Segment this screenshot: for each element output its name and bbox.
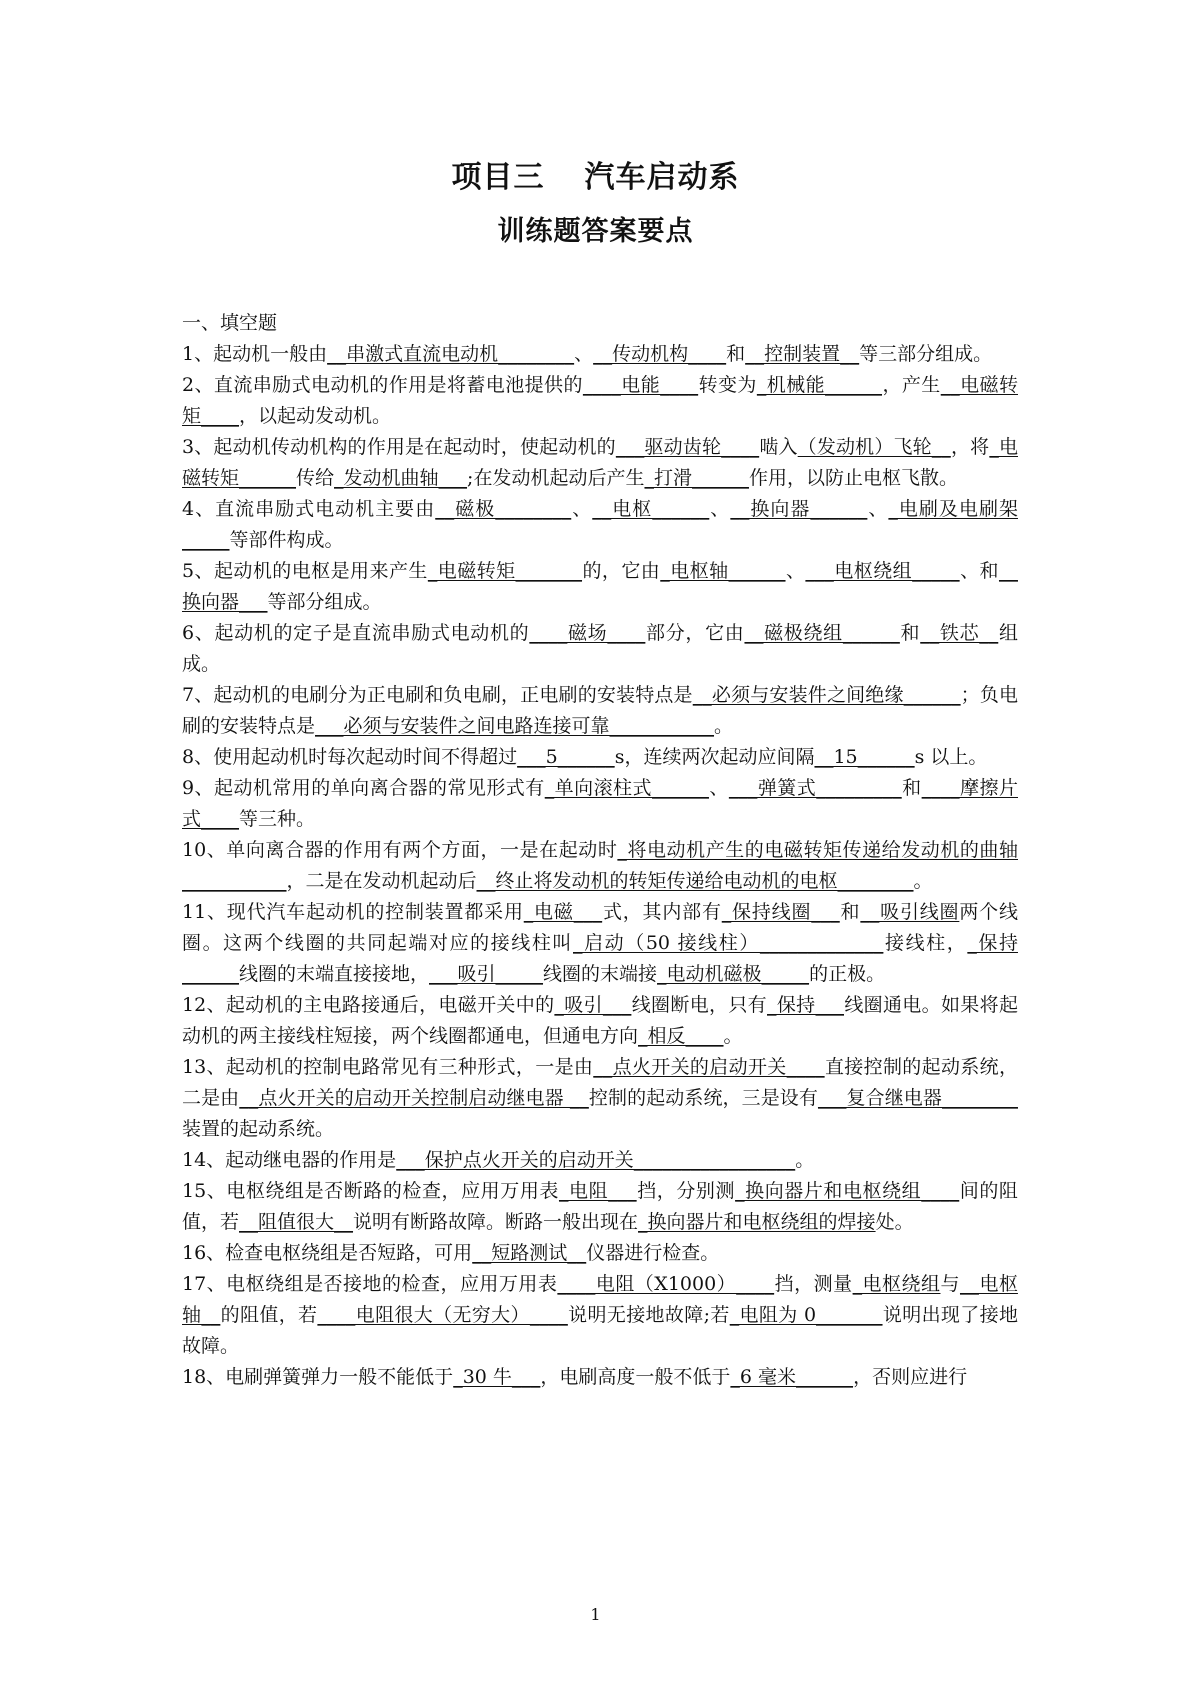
question-text: ;在发动机起动后产生	[467, 467, 645, 489]
question-text: 装置的起动系统。	[182, 1118, 335, 1140]
question-text: 仪器进行检查。	[586, 1242, 720, 1264]
question-text: 、	[574, 343, 594, 365]
question-text: 。	[723, 1025, 743, 1047]
question-text: 、	[708, 777, 729, 799]
question-text: 转变为	[698, 374, 757, 396]
question-text: 传给	[296, 467, 335, 489]
question-text: 直接控制的起动系统，二是由	[182, 1056, 1018, 1109]
question-text: 、	[571, 498, 593, 520]
answer-blank: _吸引___	[554, 994, 632, 1016]
document-subtitle: 训练题答案要点	[497, 216, 694, 247]
question-item	[182, 370, 1018, 432]
question-text: 和	[726, 343, 746, 365]
question-text: 式，其内部有	[602, 901, 722, 923]
question-text: 挡，分别测	[636, 1180, 736, 1202]
answer-blank: _保持___	[767, 994, 844, 1016]
answer-blank: __短路测试__	[472, 1242, 587, 1264]
question-item	[182, 897, 1018, 990]
answer-blank: _机械能______	[756, 374, 883, 396]
question-text: ，产生	[882, 374, 941, 396]
question-item	[182, 1238, 1018, 1269]
question-item	[182, 990, 1018, 1052]
question-text: 说明无接地故障;若	[567, 1304, 730, 1326]
question-text: 控制的起动系统，三是设有	[588, 1087, 818, 1109]
answer-blank: ___驱动齿轮____	[615, 436, 760, 458]
question-text: 18、电刷弹簧弹力一般不能低于	[182, 1366, 454, 1388]
question-text: 部分，它由	[645, 622, 745, 644]
answer-blank: ____电阻很大（无穷大）____	[317, 1304, 568, 1326]
answer-blank: ____磁场____	[529, 622, 646, 644]
question-text: 5、起动机的电枢是用来产生	[182, 560, 428, 582]
answer-blank: _电枢轴______	[660, 560, 786, 582]
question-text: ，以起动发动机。	[239, 405, 392, 427]
document-title	[0, 152, 1191, 196]
question-text: 和	[839, 901, 861, 923]
answer-blank: __磁极________	[435, 498, 572, 520]
question-text: 间的阻值，若	[182, 1180, 1018, 1233]
question-text: 等三部分组成。	[859, 343, 993, 365]
answer-blank: _相反____	[638, 1025, 724, 1047]
answer-blank: ____电能____	[582, 374, 699, 396]
question-item	[182, 1052, 1018, 1145]
question-text: 等部分组成。	[267, 591, 382, 613]
answer-blank: _打滑______	[644, 467, 749, 489]
answer-blank: _电磁转矩_______	[427, 560, 583, 582]
question-text: 1、起动机一般由	[182, 343, 328, 365]
question-text: 。	[714, 715, 734, 737]
answer-blank: __必须与安装件之间绝缘______	[692, 684, 961, 706]
page-number: 1	[590, 1605, 601, 1624]
question-text: 4、直流串励式电动机主要由	[182, 498, 436, 520]
answer-blank: ___复合继电器________	[817, 1087, 1018, 1109]
answer-blank: ___弹簧式_________	[728, 777, 902, 799]
answer-blank: _单向滚柱式______	[544, 777, 709, 799]
answer-blank: __换向器___	[182, 560, 1018, 613]
answer-blank: _电枢绕组	[852, 1273, 941, 1295]
question-item	[182, 494, 1018, 556]
question-text: 17、电枢绕组是否接地的检查，应用万用表	[182, 1273, 558, 1295]
answer-blank: __点火开关的启动开关控制启动继电器 __	[239, 1087, 589, 1109]
question-text: 。	[913, 870, 933, 892]
question-text: 16、检查电枢绕组是否短路，可用	[182, 1242, 473, 1264]
question-text: 的，它由	[582, 560, 661, 582]
question-text: 、	[867, 498, 889, 520]
title-part-1: 项目三	[451, 160, 545, 195]
answer-blank: ___保护点火开关的启动开关_________________	[396, 1149, 796, 1171]
answer-blank: __控制装置__	[745, 343, 860, 365]
question-text: 、	[709, 498, 731, 520]
question-text: 处。	[875, 1211, 914, 1233]
question-item	[182, 1362, 1018, 1393]
question-text: 说明有断路故障。断路一般出现在	[353, 1211, 639, 1233]
question-text: 等部件构成。	[229, 529, 344, 551]
answer-blank: ___必须与安装件之间电路连接可靠___________	[315, 715, 715, 737]
question-item	[182, 742, 1018, 773]
answer-blank: __15______	[814, 746, 915, 768]
answer-blank: ____摩擦片式____	[182, 777, 1018, 830]
answer-blank: __吸引线圈	[860, 901, 960, 923]
answer-blank: _电阻为 0_______	[729, 1304, 883, 1326]
question-text: 啮入	[759, 436, 798, 458]
question-text: 挡，测量	[774, 1273, 853, 1295]
answer-blank: __电枢______	[592, 498, 710, 520]
answer-blank: __终止将发动机的转矩传递给电动机的电枢________	[476, 870, 914, 892]
question-text: 、	[785, 560, 806, 582]
question-text: 和	[901, 777, 922, 799]
answer-blank: _电磁___	[523, 901, 603, 923]
question-text: s 以上。	[914, 746, 988, 768]
question-text: 的阻值，若	[220, 1304, 318, 1326]
question-text: ，否则应进行	[853, 1366, 968, 1388]
question-text: 线圈的末端接	[543, 963, 658, 985]
answer-blank: __阻值很大__	[239, 1211, 354, 1233]
question-text: 两个线圈。这两个线圈的共同起端对应的接线柱叫	[182, 901, 1018, 954]
question-text: 作用，以防止电枢飞散。	[748, 467, 958, 489]
question-text: 11、现代汽车起动机的控制装置都采用	[182, 901, 524, 923]
question-text: ，将	[950, 436, 990, 458]
question-text: 、和	[959, 560, 999, 582]
question-text: 说明出现了接地故障。	[182, 1304, 1018, 1357]
question-text: 7、起动机的电刷分为正电刷和负电刷，正电刷的安装特点是	[182, 684, 693, 706]
question-text: 。	[795, 1149, 815, 1171]
answer-blank: ___吸引_____	[429, 963, 544, 985]
answer-blank: _保持______	[182, 932, 1018, 985]
document-body	[182, 308, 1018, 1393]
answer-blank: _将电动机产生的电磁转矩传递给发动机的曲轴___________	[182, 839, 1018, 892]
question-item	[182, 432, 1018, 494]
question-text: 8、使用起动机时每次起动时间不得超过	[182, 746, 518, 768]
section-heading: 一、填空题	[182, 312, 278, 334]
question-text: 接线柱，	[883, 932, 968, 954]
question-item	[182, 339, 1018, 370]
question-list	[182, 339, 1018, 1393]
answer-blank: _30 牛___	[453, 1366, 541, 1388]
question-text: ，二是在发动机起动后	[286, 870, 477, 892]
answer-blank: __磁极绕组______	[744, 622, 900, 644]
question-item	[182, 618, 1018, 680]
question-item	[182, 1145, 1018, 1176]
answer-blank: __换向器______	[730, 498, 868, 520]
answer-blank: _电动机磁极_____	[657, 963, 810, 985]
question-item	[182, 835, 1018, 897]
question-item	[182, 1176, 1018, 1238]
question-text: ，电刷高度一般不低于	[540, 1366, 731, 1388]
answer-blank: _发动机曲轴___	[334, 467, 468, 489]
answer-blank: _电阻___	[558, 1180, 637, 1202]
answer-blank: ___电枢绕组_____	[805, 560, 960, 582]
answer-blank: _电磁转矩______	[182, 436, 1018, 489]
question-text: 3、起动机传动机构的作用是在起动时，使起动机的	[182, 436, 616, 458]
question-text: 14、起动继电器的作用是	[182, 1149, 397, 1171]
question-text: 13、起动机的控制电路常见有三种形式，一是由	[182, 1056, 594, 1078]
question-text: 9、起动机常用的单向离合器的常见形式有	[182, 777, 545, 799]
question-text: 线圈的末端直接接地，	[239, 963, 430, 985]
answer-blank: ____电阻（X1000）____	[557, 1273, 775, 1295]
answer-blank: _保持线圈___	[721, 901, 840, 923]
answer-blank: （发动机）飞轮__	[797, 436, 951, 458]
question-item	[182, 556, 1018, 618]
question-text: 与	[940, 1273, 960, 1295]
question-text: 2、直流串励式电动机的作用是将蓄电池提供的	[182, 374, 583, 396]
question-text: 线圈通电。如果将起动机的两主接线柱短接，两个线圈都通电，但通电方向	[182, 994, 1018, 1047]
answer-blank: __传动机构____	[593, 343, 727, 365]
question-text: ；负电刷的安装特点是	[182, 684, 1018, 737]
question-item	[182, 773, 1018, 835]
answer-blank: __电枢轴__	[182, 1273, 1018, 1326]
answer-blank: __点火开关的启动开关____	[593, 1056, 825, 1078]
answer-blank: __串激式直流电动机________	[327, 343, 575, 365]
answer-blank: _换向器片和电枢绕组____	[735, 1180, 960, 1202]
title-part-2: 汽车启动系	[584, 160, 740, 195]
question-text: 线圈断电，只有	[631, 994, 768, 1016]
answer-blank: _启动（50 接线柱）_____________	[573, 932, 884, 954]
answer-blank: __铁芯__	[920, 622, 999, 644]
answer-blank: ___5______	[517, 746, 615, 768]
question-text: 组成。	[182, 622, 1018, 675]
question-text: 15、电枢绕组是否断路的检查，应用万用表	[182, 1180, 559, 1202]
question-text: 等三种。	[239, 808, 316, 830]
question-text: 6、起动机的定子是直流串励式电动机的	[182, 622, 530, 644]
question-item	[182, 680, 1018, 742]
answer-blank: _换向器片和电枢绕组的焊接	[638, 1211, 876, 1233]
question-item	[182, 1269, 1018, 1362]
question-text: 的正极。	[809, 963, 886, 985]
question-text: s，连续两次起动应间隔	[614, 746, 815, 768]
question-text: 和	[899, 622, 921, 644]
question-text: 10、单向离合器的作用有两个方面，一是在起动时	[182, 839, 618, 861]
question-text: 12、起动机的主电路接通后，电磁开关中的	[182, 994, 555, 1016]
answer-blank: _电刷及电刷架_____	[182, 498, 1018, 551]
answer-blank: _6 毫米______	[730, 1366, 854, 1388]
answer-blank: __电磁转矩____	[182, 374, 1018, 427]
